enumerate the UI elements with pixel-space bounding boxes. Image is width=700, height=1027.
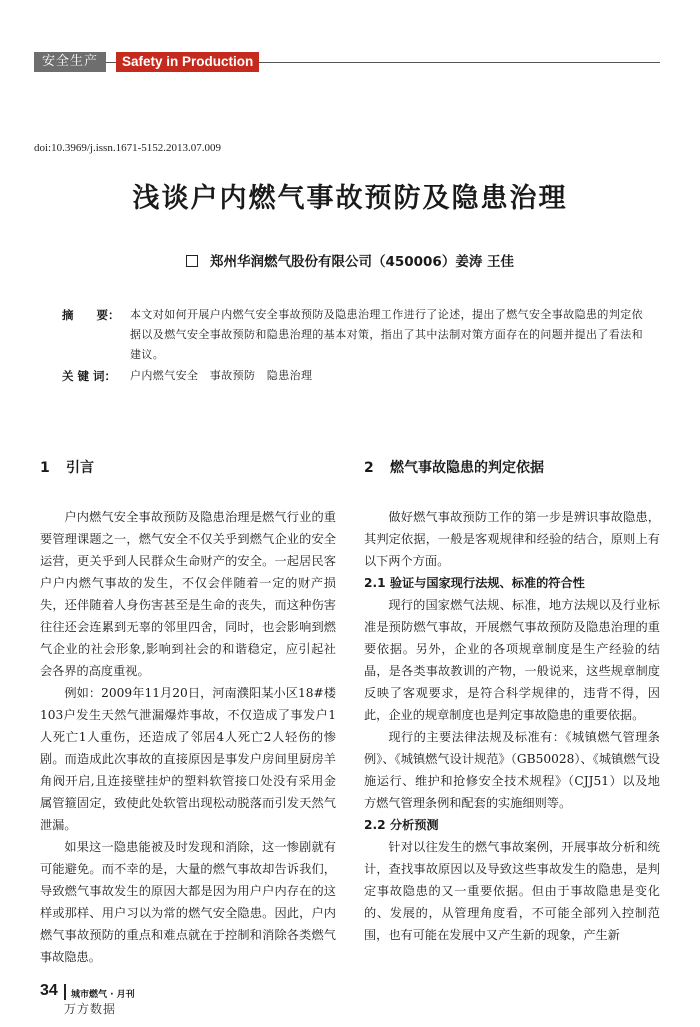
section-number: 2 [364, 460, 374, 476]
author-line: 郑州华润燃气股份有限公司（450006）姜涛 王佳 [209, 254, 515, 270]
abstract-label: 摘 要： [62, 308, 120, 322]
square-bullet-icon [186, 255, 198, 267]
footer-divider [64, 984, 66, 1000]
page-number: 34 [40, 982, 58, 999]
paragraph: 户内燃气安全事故预防及隐患治理是燃气行业的重要管理课题之一，燃气安全不仅关乎到燃气企业的安全运营，更关乎到人民群众生命财产的安全。一起居民客户户内燃气事故的发生，不仅会伴随着一定的财产损失，还伴随着人身伤害甚至是生命的丧失，而这种伤害往往还会连累到无辜的邻里四舍，同时，也会影响到燃气企业的社会形象,影响到社会的和谐稳定，应引起社会各界的高度重视。 [40, 510, 336, 678]
right-column [364, 457, 660, 946]
keywords-label: 关 键 词： [62, 369, 117, 383]
section-2-heading [364, 457, 660, 479]
keywords [62, 366, 662, 388]
authors [0, 250, 700, 270]
section-header [34, 52, 660, 74]
journal-name: 城市燃气 · 月刊 [71, 990, 135, 1000]
subsection-heading: 2.2 分析预测 [364, 818, 439, 832]
abstract [62, 305, 662, 369]
section-label-en: Safety in Production [116, 52, 259, 72]
paragraph: 如果这一隐患能被及时发现和消除，这一惨剧就有可能避免。而不幸的是，大量的燃气事故却告诉我们，导致燃气事故发生的原因大都是因为用户户内存在的这样或那样、用户习以为常的燃气安全隐患。因此，户内燃气事故预防的重点和难点就在于控制和消除各类燃气事故隐患。 [40, 840, 336, 964]
section-title: 燃气事故隐患的判定依据 [390, 460, 544, 476]
article-title: 浅谈户内燃气事故预防及隐患治理 [132, 183, 568, 214]
doi: doi:10.3969/j.issn.1671-5152.2013.07.009 [34, 142, 222, 154]
section-number: 1 [40, 460, 50, 476]
paragraph: 现行的主要法律法规及标准有：《城镇燃气管理条例》、《城镇燃气设计规范》（GB50028）、《城镇燃气设施运行、维护和抢修安全技术规程》（CJJ51）以及地方燃气管理条例和配套的实施细则等。 [364, 730, 660, 810]
section-1-heading [40, 457, 336, 479]
paragraph: 现行的国家燃气法规、标准，地方法规以及行业标准是预防燃气事故，开展燃气事故预防及隐患治理的重要依据。另外，企业的各项规章制度是生产经验的结晶，是各类事故教训的产物，一般说来，这些规章制度反映了客观要求，是符合科学规律的，违背不得，因此，企业的规章制度也是判定事故隐患的重要依据。 [364, 598, 660, 722]
paragraph: 例如：2009年11月20日，河南濮阳某小区18#楼103户发生天然气泄漏爆炸事故，不仅造成了事发户1人死亡1人重伤，还造成了邻居4人死亡2人轻伤的惨剧。而造成此次事故的直接原因是事发户房间里厨房羊角阀开启,且连接壁挂炉的塑料软管接口处没有采用金属管箍固定，致使此处软管出现松动脱落而引发天然气泄漏。 [40, 686, 336, 832]
subsection-heading: 2.1 验证与国家现行法规、标准的符合性 [364, 576, 585, 590]
left-column [40, 457, 336, 968]
keywords-text: 户内燃气安全 事故预防 隐患治理 [130, 369, 313, 382]
paragraph: 针对以往发生的燃气事故案例，开展事故分析和统计，查找事故原因以及导致这些事故发生的隐患，是判定事故隐患的又一重要依据。但由于事故隐患是变化的、发展的，从管理角度看，不可能全部列入控制范围，也有可能在发展中又产生新的现象，产生新 [364, 840, 660, 942]
section-label-cn: 安全生产 [34, 52, 106, 72]
watermark: 万方数据 [64, 1002, 117, 1016]
paragraph: 做好燃气事故预防工作的第一步是辨识事故隐患，其判定依据，一般是客观规律和经验的结合，原则上有以下两个方面。 [364, 510, 660, 568]
abstract-text: 本文对如何开展户内燃气安全事故预防及隐患治理工作进行了论述，提出了燃气安全事故隐患的判定依据以及燃气安全事故预防和隐患治理的基本对策，指出了其中法制对策方面存在的问题并提出了看法和建议。 [130, 308, 643, 361]
section-title: 引言 [66, 460, 94, 476]
